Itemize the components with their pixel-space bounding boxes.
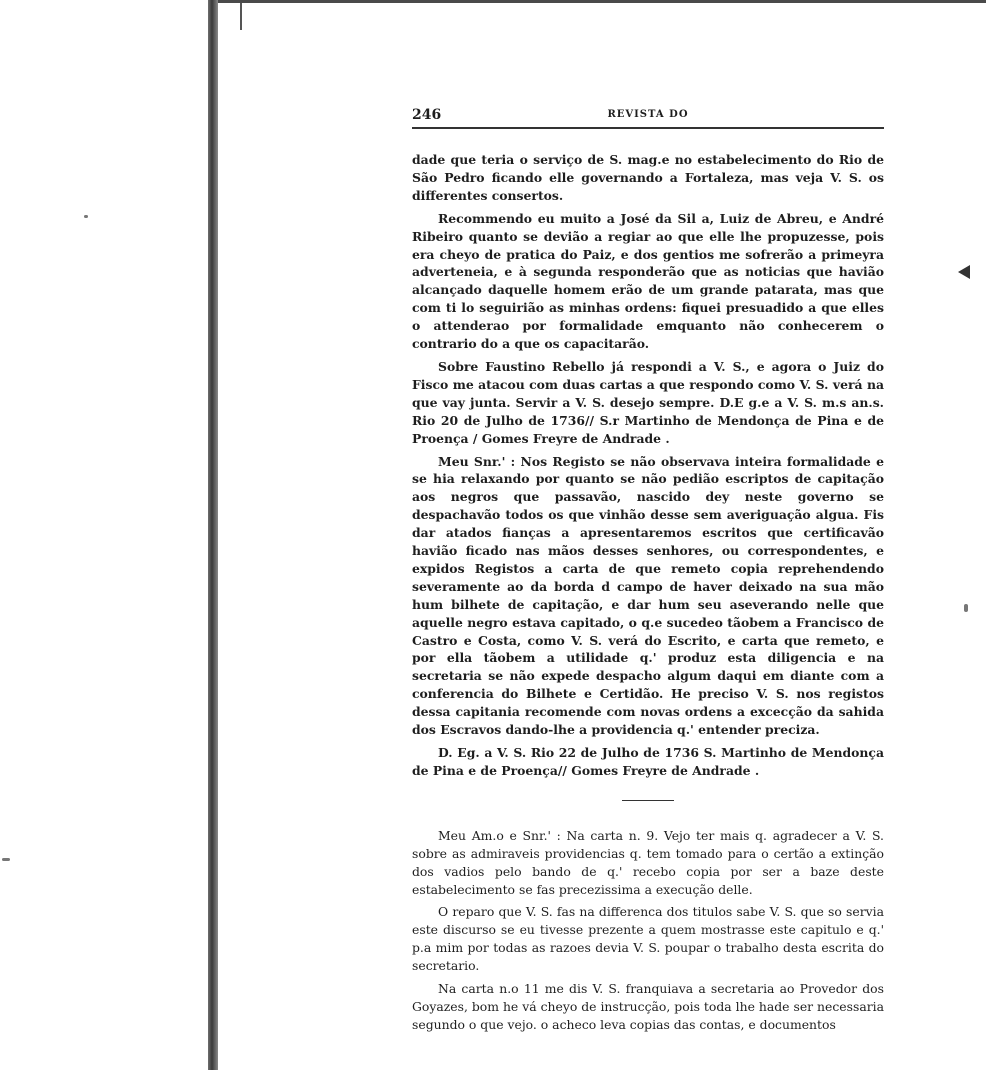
paper-speck [84, 215, 88, 218]
paragraph: O reparo que V. S. fas na differenca dos titulos sabe V. S. que so servia este discurso se eu tivesse prezente a quem mostrasse este capitulo e q.' p.a mim por todas as razoes devia V. S. poupar o trabalho desta escrita do secretario. [412, 904, 884, 974]
letter-section-2 [412, 827, 884, 1034]
book-spine-shadow [208, 0, 218, 1070]
paper-speck [2, 858, 10, 861]
running-title: REVISTA DO [607, 109, 689, 120]
header-rule [412, 127, 884, 129]
paper-speck [964, 604, 968, 612]
document-page [412, 105, 884, 1039]
paragraph: Na carta n.o 11 me dis V. S. franquiava a secretaria ao Provedor dos Goyazes, bom he vá cheyo de instrucção, pois toda lhe hade ser necessaria segundo o que vejo. o acheco leva copias das contas, e documentos [412, 981, 884, 1032]
page-number: 246 [412, 107, 442, 123]
page-header [412, 105, 884, 125]
paragraph: Meu Am.o e Snr.' : Na carta n. 9. Vejo ter mais q. agradecer a V. S. sobre as admiraveis providencias q. tem tomado para o certão a extinção dos vadios pelo bando de q.' recebo copia por ser a baze deste estabelecimento se fas precezissima a execução delle. [412, 827, 884, 897]
paragraph: Meu Snr.' : Nos Registo se não observava inteira formalidade e se hia relaxando por quanto se não pedião escriptos de capitação aos negros que passavão, nascido dey neste governo se despachavão todos os que vinhão desse sem averiguação algua. Fis dar atados fianças a apresentaremos escritos que certificavão havião ficado nas mãos desses senhores, ou correspondentes, e expidos Registos a carta de que remeto copia reprehendendo severamente ao da borda d campo de haver deixado na sua mão hum bilhete de capitação, e dar hum seu aseverando nelle que aquelle negro estava capitado, o q.e sucedeo tãobem a Francisco de Castro e Costa, como V. S. verá do Escrito, e carta que remeto, e por ella tãobem a utilidade q.' produz esta diligencia e na secretaria se não expede despacho algum daqui em diante com a conferencia do Bilhete e Certidão. He preciso V. S. nos registos dessa capitania recomende com novas ordens a excecção da sahida dos Escravos dando-lhe a providencia q.' entender preciza. [412, 453, 884, 738]
spine-mark [240, 0, 242, 30]
paragraph: Recommendo eu muito a José da Sil a, Luiz de Abreu, e André Ribeiro quanto se devião a regiar ao que elle lhe propuzesse, pois era cheyo de pratica do Paiz, e dos gentios me sofrerão a primeyra adverteneia, e à segunda responderão que as noticias que havião alcançado daquelle homem erão de um grande patarata, mas que com ti lo seguirião as minhas ordens: fiquei presuadido a que elles o attenderao por formalidade emquanto não conhecerem o contrario do a que os capacitarão. [412, 210, 884, 352]
left-blank-page [0, 0, 208, 1070]
paragraph: dade que teria o serviço de S. mag.e no estabelecimento do Rio de São Pedro ficando elle governando a Fortaleza, mas veja V. S. os differentes consertos. [412, 152, 884, 203]
section-divider [622, 800, 674, 801]
paragraph: Sobre Faustino Rebello já respondi a V. S., e agora o Juiz do Fisco me atacou com duas cartas a que respondo como V. S. verá na que vay junta. Servir a V. S. desejo sempre. D.E g.e a V. S. m.s an.s. Rio 20 de Julho de 1736// S.r Martinho de Mendonça de Pina e de Proença / Gomes Freyre de Andrade . [412, 358, 884, 446]
paragraph: D. Eg. a V. S. Rio 22 de Julho de 1736 S. Martinho de Mendonça de Pina e de Proença// Gomes Freyre de Andrade . [412, 745, 884, 778]
page-edge-arrow-mark [958, 265, 970, 279]
page-top-edge [218, 0, 986, 3]
letter-section-1 [412, 151, 884, 780]
